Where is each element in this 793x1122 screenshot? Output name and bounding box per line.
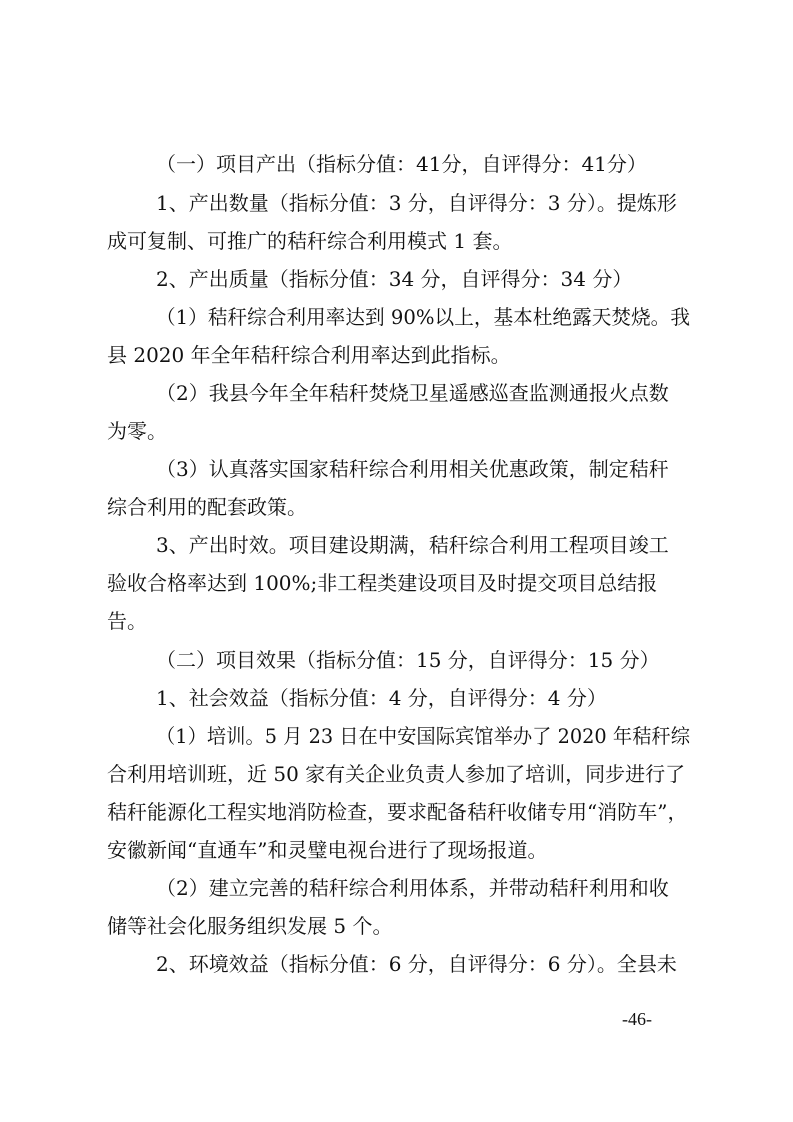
text-line: [0, 909, 793, 943]
text-line-content: 储等社会化服务组织发展 5 个。: [107, 914, 393, 938]
text-line-content: 安徽新闻“直通车”和灵璧电视台进行了现场报道。: [107, 838, 548, 862]
text-line: [0, 376, 793, 410]
text-line: [0, 147, 793, 181]
text-line: [0, 681, 793, 715]
text-line: [0, 224, 793, 258]
text-line-content: 验收合格率达到 100%;非工程类建设项目及时提交项目总结报: [107, 571, 658, 595]
text-line: [0, 414, 793, 448]
text-line-content: 县 2020 年全年秸秆综合利用率达到此指标。: [107, 343, 511, 367]
text-line-content: 3、产出时效。项目建设期满，秸秆综合利用工程项目竣工: [156, 533, 669, 557]
text-line: [0, 338, 793, 372]
text-line-content: 1、社会效益（指标分值：4 分，自评得分：4 分）: [156, 686, 607, 710]
text-line-content: （一）项目产出（指标分值：41分，自评得分：41分）: [156, 152, 647, 176]
text-line: [0, 947, 793, 981]
text-line: [0, 719, 793, 753]
text-line-content: 秸秆能源化工程实地消防检查，要求配备秸秆收储专用“消防车”，: [107, 800, 688, 824]
text-line-content: 告。: [107, 609, 147, 633]
text-line-content: （2）建立完善的秸秆综合利用体系，并带动秸秆利用和收: [156, 876, 669, 900]
text-line-content: 2、产出质量（指标分值：34 分，自评得分：34 分）: [156, 267, 633, 291]
text-line: [0, 604, 793, 638]
text-line-content: 成可复制、可推广的秸秆综合利用模式 1 套。: [107, 229, 513, 253]
text-line-content: 为零。: [107, 419, 167, 443]
text-line: [0, 452, 793, 486]
text-line: [0, 186, 793, 220]
text-line: [0, 757, 793, 791]
text-line: [0, 833, 793, 867]
text-line-content: 1、产出数量（指标分值：3 分，自评得分：3 分）。提炼形: [156, 191, 677, 215]
text-line-content: （1）秸秆综合利用率达到 90%以上，基本杜绝露天焚烧。我: [156, 305, 690, 329]
text-line: [0, 795, 793, 829]
text-line-content: （3）认真落实国家秸秆综合利用相关优惠政策，制定秸秆: [156, 457, 669, 481]
page-number: -46-: [622, 1009, 652, 1029]
text-line: [0, 643, 793, 677]
text-line: [0, 566, 793, 600]
text-line-content: （1）培训。5 月 23 日在中安国际宾馆举办了 2020 年秸秆综: [156, 724, 690, 748]
text-line: [0, 490, 793, 524]
text-line-content: （2）我县今年全年秸秆焚烧卫星遥感巡查监测通报火点数: [156, 381, 669, 405]
text-line-content: （二）项目效果（指标分值：15 分，自评得分：15 分）: [156, 648, 660, 672]
text-line-content: 合利用培训班，近 50 家有关企业负责人参加了培训，同步进行了: [107, 762, 686, 786]
text-line: [0, 300, 793, 334]
text-line: [0, 871, 793, 905]
text-line: [0, 528, 793, 562]
text-line: [0, 262, 793, 296]
text-line-content: 综合利用的配套政策。: [107, 495, 307, 519]
text-line-content: 2、环境效益（指标分值：6 分，自评得分：6 分）。全县未: [156, 952, 677, 976]
